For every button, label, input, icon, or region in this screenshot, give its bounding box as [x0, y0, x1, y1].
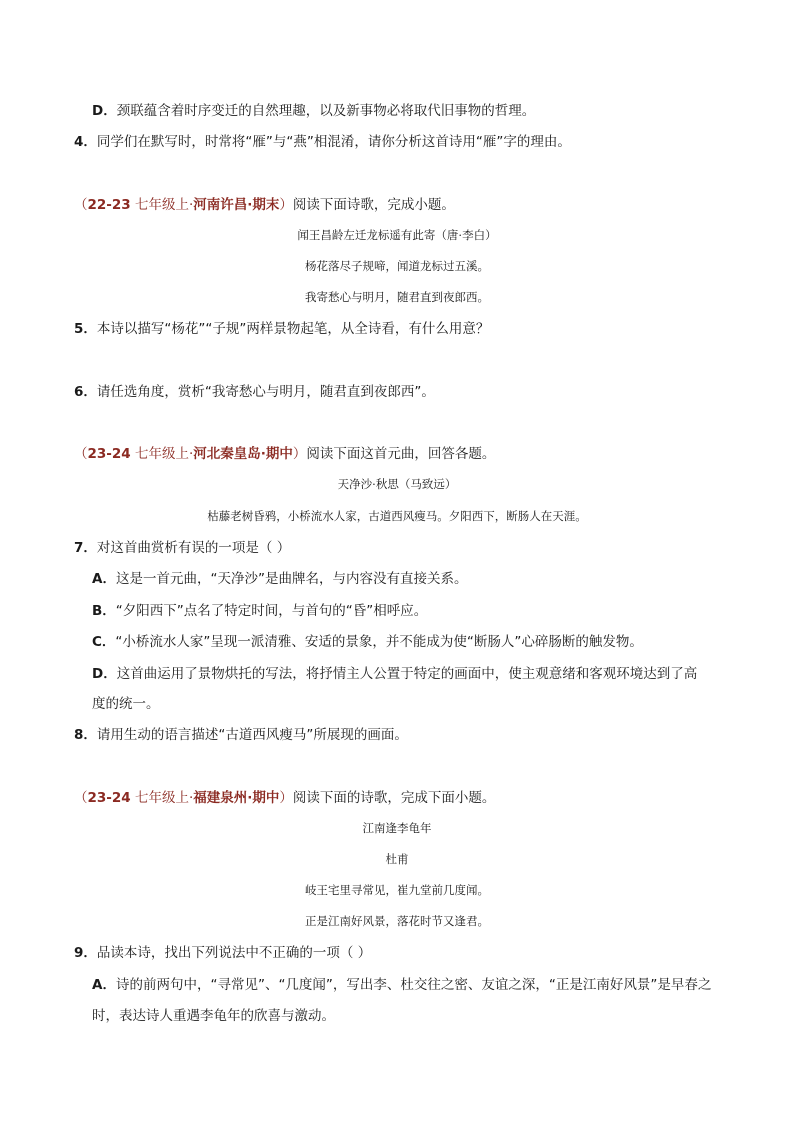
poem-author: 杜甫: [385, 852, 409, 866]
option-label: D．: [92, 103, 117, 119]
question-5: [74, 320, 489, 338]
option-label: C．: [92, 634, 116, 650]
poem-line: 正是江南好风景，落花时节又逢君。: [305, 914, 489, 928]
question-number: 9．: [74, 945, 97, 961]
section-1-header: [74, 196, 455, 214]
option-text: 诗的前两句中，“寻常见”、“几度闻”，写出李、杜交往之密、友谊之深，“正是江南好风景”是早春之: [115, 977, 712, 993]
option-text: 颈联蕴含着时序变迁的自然理趣，以及新事物必将取代旧事物的哲理。: [116, 103, 536, 119]
question-number: 4．: [74, 134, 97, 150]
source-tag: （23-24 七年级上·福建泉州·期中）: [74, 790, 293, 806]
question-text: 本诗以描写“杨花”“子规”两样景物起笔，从全诗看，有什么用意？: [96, 321, 490, 337]
q9-option-a: [92, 976, 711, 994]
question-4: [74, 133, 571, 151]
section-3-header: [74, 789, 495, 807]
question-number: 5．: [74, 321, 97, 337]
q9-option-a-continued: 时，表达诗人重遇李龟年的欣喜与激动。: [92, 1008, 335, 1024]
poem-title: 江南逢李龟年: [362, 821, 432, 835]
question-9: [74, 944, 371, 962]
source-tag: （22-23 七年级上·河南许昌·期末）: [74, 197, 293, 213]
q7-option-d: [92, 665, 697, 683]
option-text: 这首曲运用了景物烘托的写法，将抒情主人公置于特定的画面中，使主观意绪和客观环境达到了高: [116, 666, 698, 682]
question-6: [74, 383, 435, 401]
question-text: 请任选角度，赏析“我寄愁心与明月，随君直到夜郎西”。: [96, 384, 435, 400]
q7-option-c: [92, 633, 643, 651]
section-instruction: 阅读下面的诗歌，完成下面小题。: [292, 790, 496, 806]
question-number: 6．: [74, 384, 97, 400]
question-number: 8．: [74, 727, 97, 743]
option-label: B．: [92, 603, 116, 619]
question-text: 品读本诗，找出下列说法中不正确的一项（ ）: [96, 945, 372, 961]
poem-title: 闻王昌龄左迁龙标遥有此寄（唐·李白）: [297, 228, 497, 242]
poem-title: 天净沙·秋思（马致远）: [337, 477, 457, 491]
option-label: A．: [92, 571, 116, 587]
q7-option-b: [92, 602, 427, 620]
question-text: 对这首曲赏析有误的一项是（ ）: [96, 540, 291, 556]
poem-line: 枯藤老树昏鸦，小桥流水人家，古道西风瘦马。夕阳西下，断肠人在天涯。: [207, 509, 587, 523]
q7-option-a: [92, 570, 467, 588]
section-2-header: [74, 445, 495, 463]
option-label: A．: [92, 977, 116, 993]
question-text: 同学们在默写时，时常将“雁”与“燕”相混淆，请你分析这首诗用“雁”字的理由。: [96, 134, 571, 150]
section-instruction: 阅读下面诗歌，完成小题。: [292, 197, 455, 213]
option-text: “夕阳西下”点名了特定时间，与首句的“昏”相呼应。: [115, 603, 428, 619]
option-text: 这是一首元曲，“天净沙”是曲牌名，与内容没有直接关系。: [115, 571, 468, 587]
poem-line: 岐王宅里寻常见，崔九堂前几度闻。: [305, 883, 489, 897]
section-instruction: 阅读下面这首元曲，回答各题。: [306, 446, 496, 462]
source-tag: （23-24 七年级上·河北秦皇岛·期中）: [74, 446, 307, 462]
question-8: [74, 726, 408, 744]
question-text: 请用生动的语言描述“古道西风瘦马”所展现的画面。: [96, 727, 408, 743]
poem-line: 我寄愁心与明月，随君直到夜郎西。: [305, 290, 489, 304]
question-7: [74, 539, 290, 557]
q7-option-d-continued: 度的统一。: [92, 696, 160, 712]
option-label: D．: [92, 666, 117, 682]
question-number: 7．: [74, 540, 97, 556]
option-text: “小桥流水人家”呈现一派清雅、安适的景象，并不能成为使“断肠人”心碎肠断的触发物。: [115, 634, 643, 650]
q3-option-d: [92, 102, 535, 120]
poem-line: 杨花落尽子规啼，闻道龙标过五溪。: [305, 259, 489, 273]
